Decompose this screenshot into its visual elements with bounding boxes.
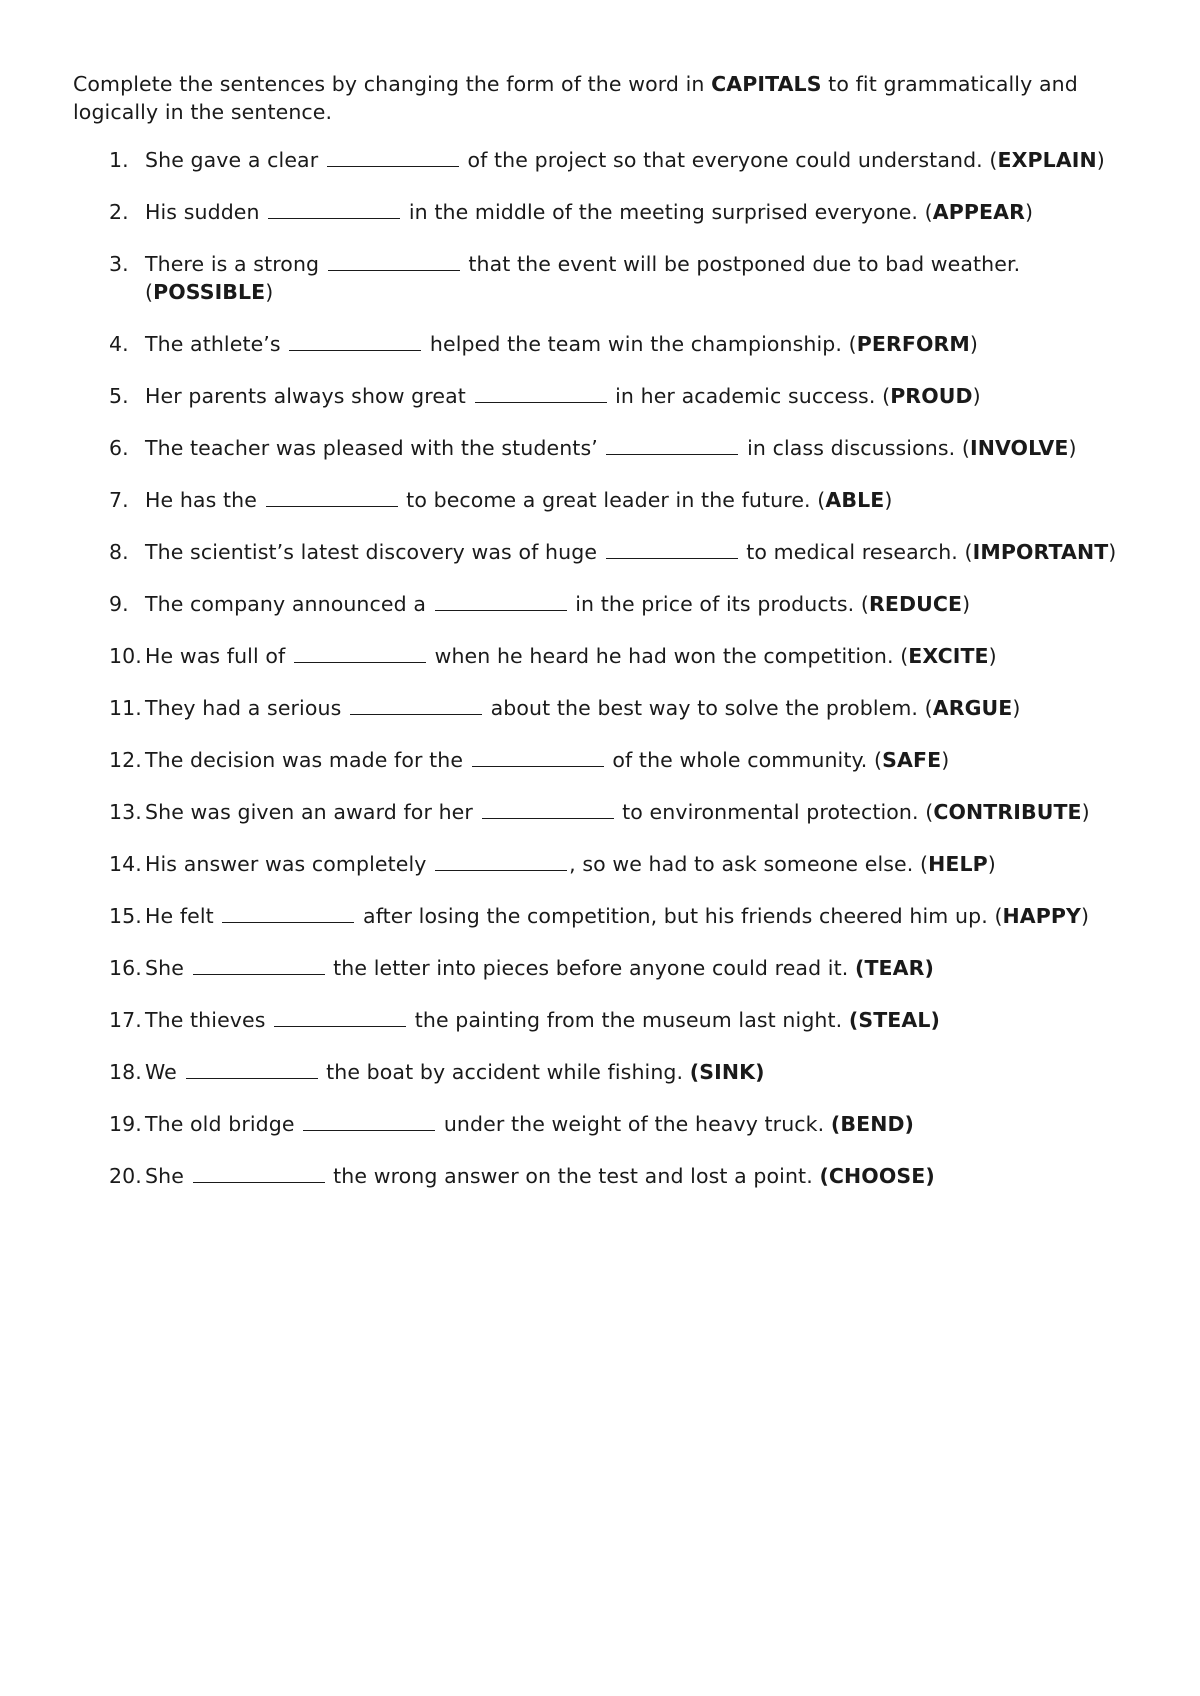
item-text: that the event will be postponed due to bad weather.	[461, 252, 1021, 276]
item-text: , so we had to ask someone else.	[569, 852, 920, 876]
answer-blank[interactable]	[606, 538, 738, 559]
exercise-item-20	[73, 1162, 1133, 1190]
item-text: in her academic success.	[608, 384, 883, 408]
exercise-item-7	[73, 486, 1133, 514]
item-number: 15.	[109, 904, 142, 928]
exercise-item-5	[73, 382, 1133, 410]
answer-blank[interactable]	[193, 954, 325, 975]
answer-blank[interactable]	[475, 382, 607, 403]
paren-open: (	[900, 644, 909, 668]
answer-blank[interactable]	[350, 694, 482, 715]
item-text: to environmental protection.	[615, 800, 926, 824]
item-text: She gave a clear	[145, 148, 325, 172]
item-text: The athlete’s	[145, 332, 288, 356]
exercise-item-6	[73, 434, 1133, 462]
paren-close: )	[1024, 200, 1034, 224]
answer-blank[interactable]	[274, 1006, 406, 1027]
item-text: She	[145, 1164, 191, 1188]
item-number: 10.	[109, 644, 142, 668]
base-word: HAPPY	[1002, 904, 1081, 928]
answer-blank[interactable]	[289, 330, 421, 351]
item-text: The thieves	[145, 1008, 273, 1032]
paren-close: )	[969, 332, 978, 356]
item-number: 2.	[109, 200, 129, 224]
item-number: 3.	[109, 252, 129, 276]
paren-open: (	[964, 540, 973, 564]
exercise-list	[73, 146, 1133, 1190]
item-number: 20.	[109, 1164, 142, 1188]
item-text: to become a great leader in the future.	[399, 488, 818, 512]
paren-close: )	[941, 748, 950, 772]
base-word: CONTRIBUTE	[933, 800, 1082, 824]
item-number: 1.	[109, 148, 129, 172]
item-number: 9.	[109, 592, 129, 616]
paren-close: )	[884, 488, 893, 512]
item-text: helped the team win the championship.	[423, 332, 849, 356]
exercise-item-18	[73, 1058, 1133, 1086]
instructions-text-end: to fit grammatically and logically in the sentence.	[73, 72, 1078, 124]
item-text: There is a strong	[145, 252, 326, 276]
item-text: the painting from the museum last night.	[408, 1008, 849, 1032]
answer-blank[interactable]	[435, 590, 567, 611]
base-word: EXCITE	[908, 644, 989, 668]
answer-blank[interactable]	[482, 798, 614, 819]
base-word: APPEAR	[932, 200, 1025, 224]
item-text: after losing the competition, but his friends cheered him up.	[356, 904, 995, 928]
instructions-text: Complete the sentences by changing the form of the word in	[73, 72, 712, 96]
exercise-item-17	[73, 1006, 1133, 1034]
paren-open: (	[874, 748, 883, 772]
answer-blank[interactable]	[294, 642, 426, 663]
answer-blank[interactable]	[472, 746, 604, 767]
item-number: 4.	[109, 332, 129, 356]
base-word: HELP	[928, 852, 988, 876]
exercise-item-2	[73, 198, 1133, 226]
paren-open: (	[924, 200, 933, 224]
item-text: She was given an award for her	[145, 800, 480, 824]
item-text: His answer was completely	[145, 852, 434, 876]
base-word: ARGUE	[932, 696, 1013, 720]
paren-open: (	[925, 800, 934, 824]
item-number: 16.	[109, 956, 142, 980]
paren-close: )	[1080, 904, 1090, 928]
answer-blank[interactable]	[606, 434, 738, 455]
base-word: (CHOOSE)	[819, 1164, 935, 1188]
exercise-item-19	[73, 1110, 1133, 1138]
item-number: 17.	[109, 1008, 142, 1032]
answer-blank[interactable]	[266, 486, 398, 507]
paren-close: )	[962, 592, 971, 616]
exercise-item-10	[73, 642, 1133, 670]
paren-open: (	[145, 280, 154, 304]
base-word: SAFE	[882, 748, 942, 772]
paren-open: (	[882, 384, 891, 408]
answer-blank[interactable]	[193, 1162, 325, 1183]
paren-close: )	[987, 852, 996, 876]
item-number: 11.	[109, 696, 142, 720]
exercise-item-1	[73, 146, 1133, 174]
exercise-item-3	[73, 250, 1133, 306]
instructions	[73, 70, 1133, 126]
paren-close: )	[1096, 148, 1105, 172]
item-number: 18.	[109, 1060, 142, 1084]
paren-close: )	[1012, 696, 1021, 720]
answer-blank[interactable]	[268, 198, 400, 219]
item-text: They had a serious	[145, 696, 348, 720]
item-text: in class discussions.	[740, 436, 962, 460]
item-text: the letter into pieces before anyone could read it.	[326, 956, 855, 980]
paren-close: )	[1108, 540, 1117, 564]
exercise-item-13	[73, 798, 1133, 826]
base-word: EXPLAIN	[997, 148, 1097, 172]
exercise-item-12	[73, 746, 1133, 774]
item-text: Her parents always show great	[145, 384, 473, 408]
base-word: (BEND)	[830, 1112, 915, 1136]
exercise-item-8	[73, 538, 1133, 566]
base-word: (SINK)	[689, 1060, 765, 1084]
exercise-item-11	[73, 694, 1133, 722]
base-word: INVOLVE	[969, 436, 1069, 460]
item-text: The teacher was pleased with the students’	[145, 436, 605, 460]
paren-close: )	[1081, 800, 1090, 824]
item-text: He was full of	[145, 644, 292, 668]
item-text: of the whole community.	[605, 748, 875, 772]
answer-blank[interactable]	[327, 146, 459, 167]
base-word: (STEAL)	[848, 1008, 941, 1032]
answer-blank[interactable]	[435, 850, 567, 871]
item-number: 13.	[109, 800, 142, 824]
item-text: The old bridge	[145, 1112, 302, 1136]
answer-blank[interactable]	[186, 1058, 318, 1079]
item-text: to medical research.	[739, 540, 965, 564]
base-word: IMPORTANT	[972, 540, 1109, 564]
paren-open: (	[924, 696, 933, 720]
worksheet-page	[73, 70, 1133, 1214]
item-text: She	[145, 956, 191, 980]
item-text: His sudden	[145, 200, 267, 224]
base-word: (TEAR)	[854, 956, 934, 980]
paren-open: (	[961, 436, 970, 460]
item-number: 8.	[109, 540, 129, 564]
paren-close: )	[265, 280, 274, 304]
base-word: PROUD	[890, 384, 973, 408]
item-text: when he heard he had won the competition.	[427, 644, 901, 668]
paren-open: (	[848, 332, 857, 356]
item-number: 5.	[109, 384, 129, 408]
answer-blank[interactable]	[222, 902, 354, 923]
item-text: in the middle of the meeting surprised everyone.	[402, 200, 925, 224]
paren-open: (	[919, 852, 929, 876]
base-word: ABLE	[825, 488, 885, 512]
exercise-item-15	[73, 902, 1133, 930]
item-text: of the project so that everyone could understand.	[460, 148, 990, 172]
base-word: REDUCE	[869, 592, 963, 616]
item-text: about the best way to solve the problem.	[484, 696, 925, 720]
item-text: under the weight of the heavy truck.	[437, 1112, 831, 1136]
item-text: the boat by accident while fishing.	[319, 1060, 690, 1084]
answer-blank[interactable]	[328, 250, 460, 271]
item-text: The scientist’s latest discovery was of huge	[145, 540, 604, 564]
paren-close: )	[988, 644, 997, 668]
item-text: He felt	[145, 904, 221, 928]
item-text: We	[145, 1060, 184, 1084]
item-text: The decision was made for the	[145, 748, 470, 772]
answer-blank[interactable]	[303, 1110, 435, 1131]
paren-close: )	[1068, 436, 1077, 460]
item-number: 6.	[109, 436, 129, 460]
base-word: POSSIBLE	[153, 280, 266, 304]
exercise-item-4	[73, 330, 1133, 358]
item-text: He has the	[145, 488, 264, 512]
item-text: the wrong answer on the test and lost a point.	[326, 1164, 820, 1188]
exercise-item-9	[73, 590, 1133, 618]
paren-open: (	[994, 904, 1003, 928]
paren-open: (	[860, 592, 870, 616]
item-number: 7.	[109, 488, 129, 512]
paren-open: (	[989, 148, 998, 172]
instructions-keyword: CAPITALS	[711, 72, 822, 96]
base-word: PERFORM	[856, 332, 970, 356]
paren-close: )	[972, 384, 981, 408]
item-text: in the price of its products.	[568, 592, 861, 616]
item-number: 19.	[109, 1112, 142, 1136]
exercise-item-16	[73, 954, 1133, 982]
item-number: 14.	[109, 852, 142, 876]
item-text: The company announced a	[145, 592, 433, 616]
exercise-item-14	[73, 850, 1133, 878]
paren-open: (	[817, 488, 826, 512]
item-number: 12.	[109, 748, 142, 772]
